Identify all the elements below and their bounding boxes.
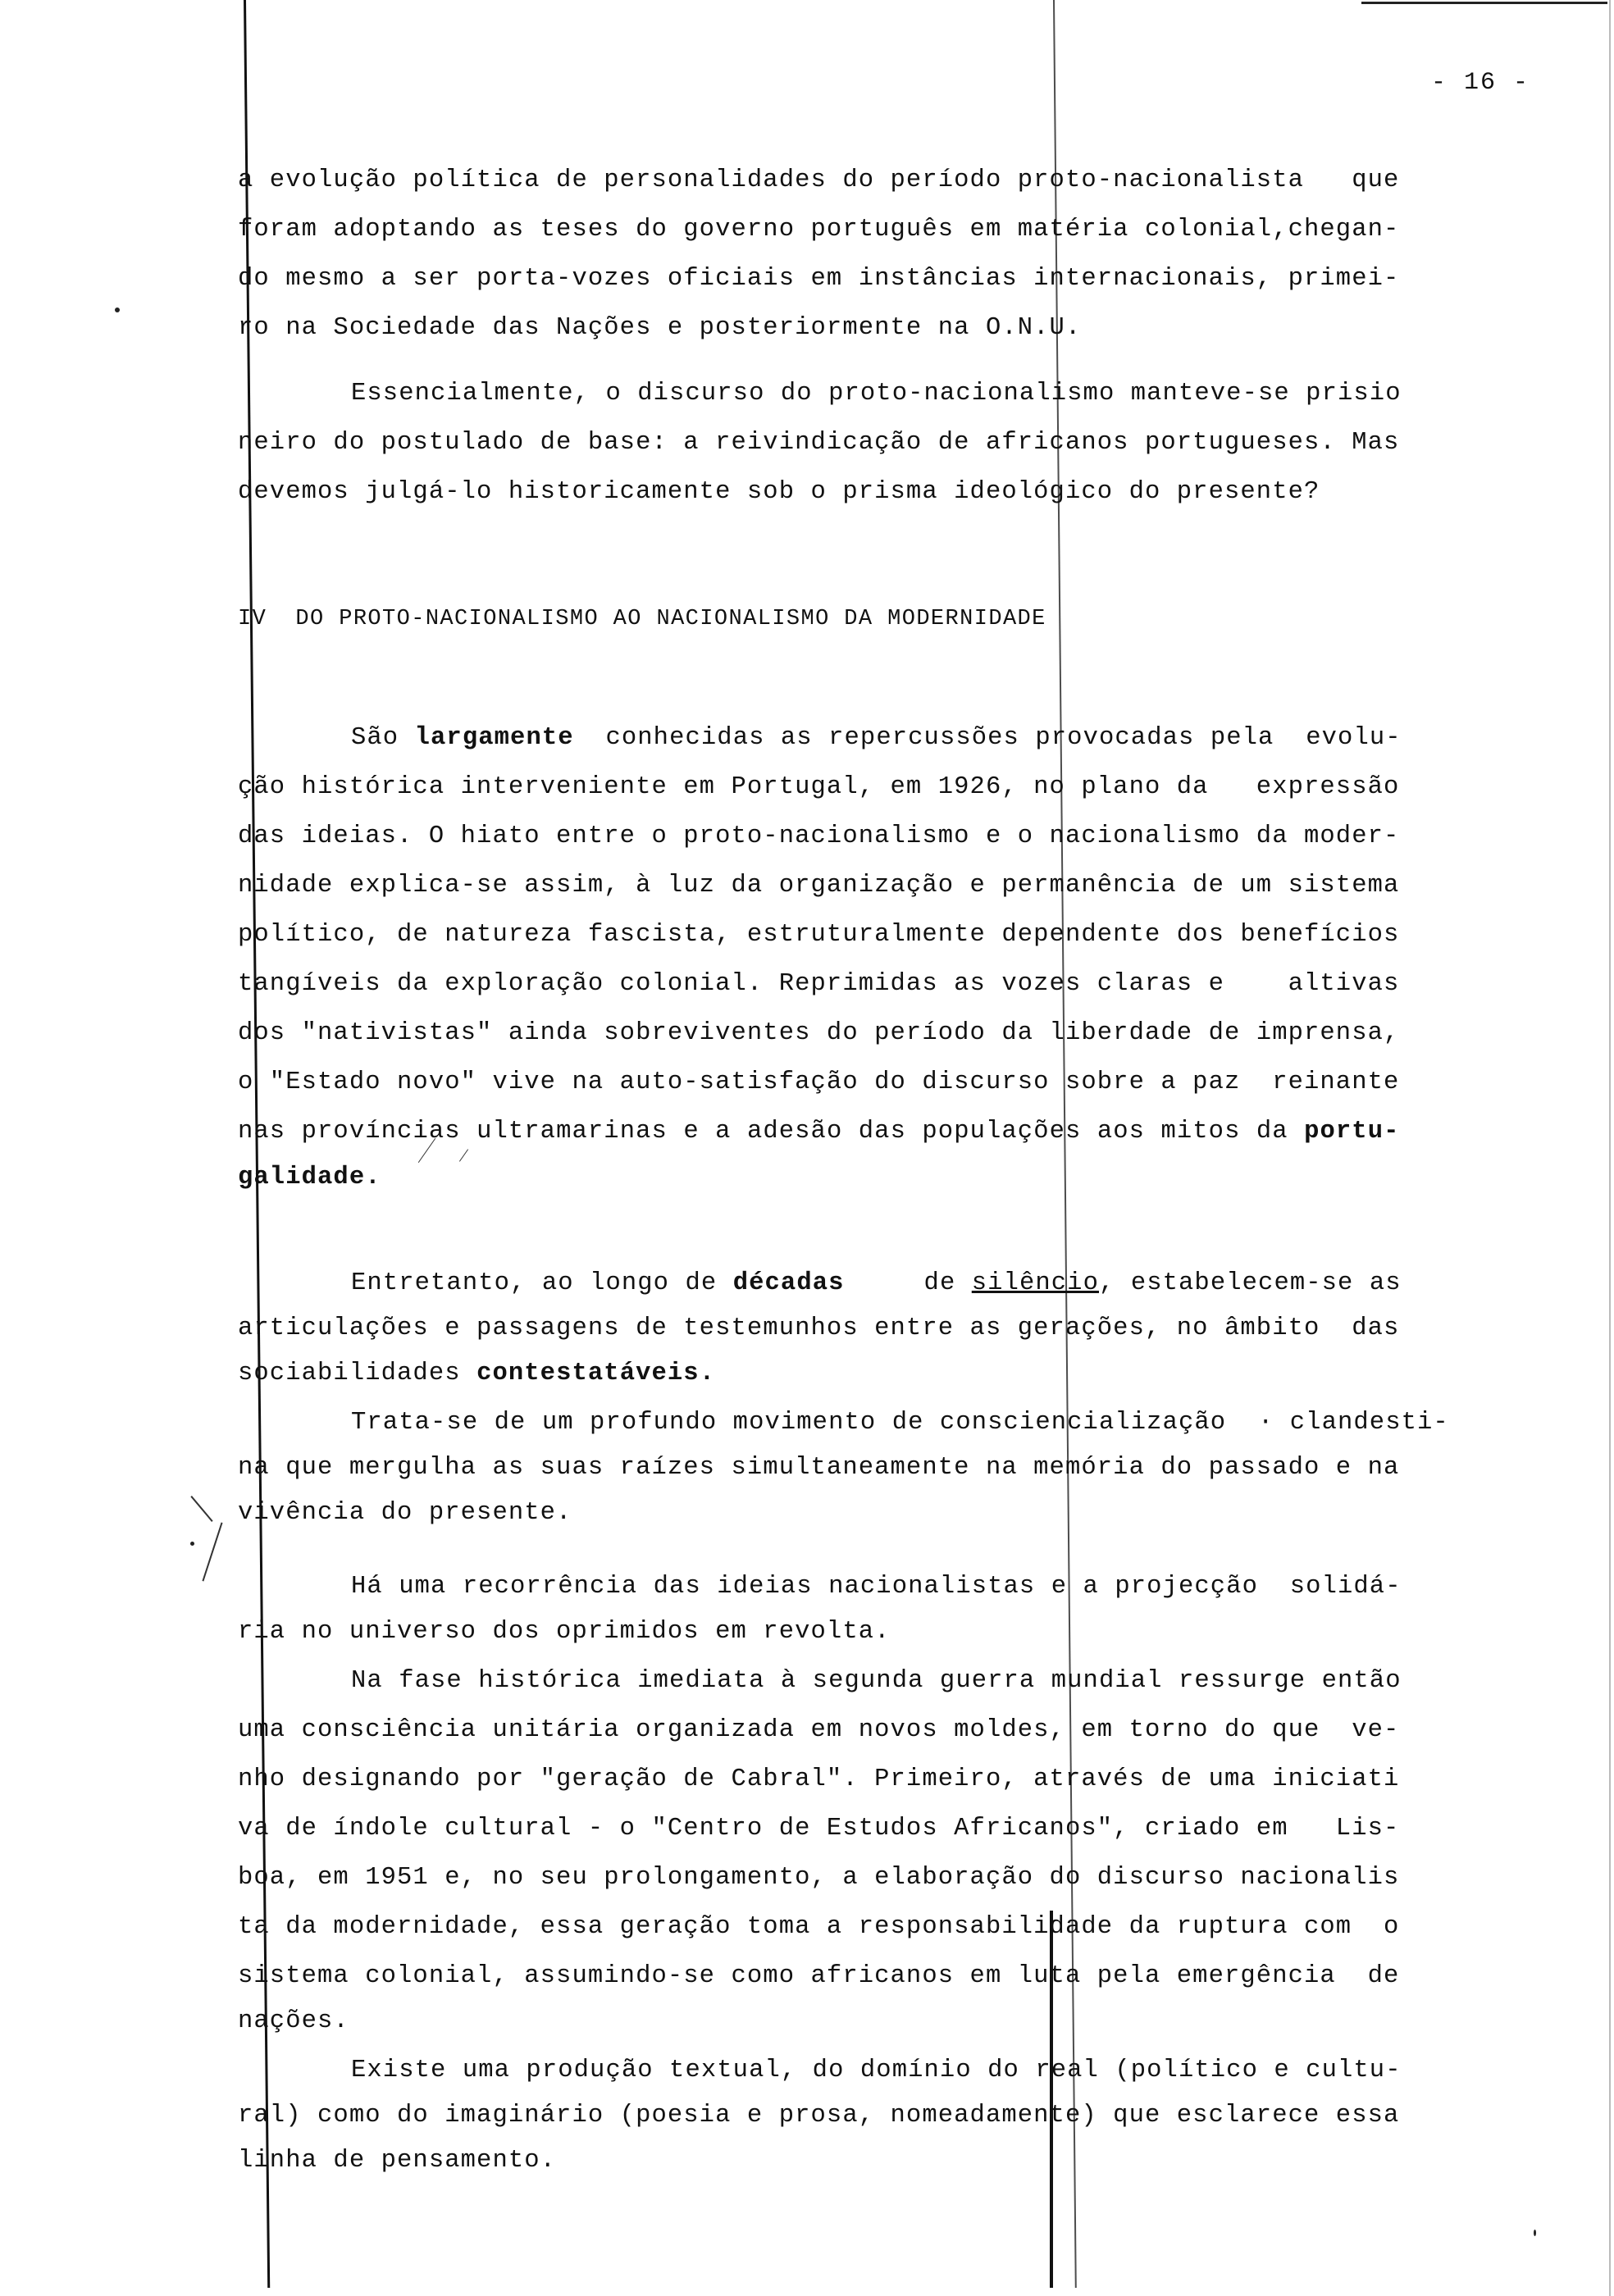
text-line: devemos julgá-lo historicamente sob o prisma ideológico do presente?: [238, 478, 1320, 506]
text-line: ral) como do imaginário (poesia e prosa, nomeadamente) que esclarece essa: [238, 2102, 1400, 2130]
margin-pen-mark: [202, 1523, 222, 1582]
text-line: do mesmo a ser porta-vozes oficiais em instâncias internacionais, primei-: [238, 265, 1400, 293]
margin-pen-mark: [190, 1496, 212, 1522]
text-line: sistema colonial, assumindo-se como africanos em luta pela emergência de: [238, 1962, 1400, 1990]
text-line: político, de natureza fascista, estruturalmente dependente dos benefícios: [238, 921, 1400, 949]
scan-speck: [190, 1542, 194, 1546]
underlined-word: silêncio: [971, 1269, 1099, 1297]
emphasized-word: contestatáveis.: [476, 1360, 716, 1387]
text-line: dos "nativistas" ainda sobreviventes do período da liberdade de imprensa,: [238, 1019, 1400, 1047]
emphasized-word: portu-: [1304, 1118, 1400, 1146]
text-line: articulações e passagens de testemunhos entre as gerações, no âmbito das: [238, 1314, 1400, 1342]
text-line: nas províncias ultramarinas e a adesão das populações aos mitos da portu-: [238, 1118, 1400, 1146]
text-line: Há uma recorrência das ideias nacionalistas e a projecção solidá-: [351, 1573, 1402, 1601]
page-number: - 16 -: [1431, 69, 1530, 97]
top-edge-rule: [1361, 2, 1607, 4]
text-line: vivência do presente.: [238, 1499, 572, 1527]
emphasized-word: décadas: [732, 1269, 845, 1297]
text-line: boa, em 1951 e, no seu prolongamento, a elaboração do discurso nacionalis: [238, 1864, 1400, 1892]
text-line: nações.: [238, 2007, 349, 2035]
text-line: das ideias. O hiato entre o proto-nacionalismo e o nacionalismo da moder-: [238, 822, 1400, 850]
text-line: a evolução política de personalidades do período proto-nacionalista que: [238, 166, 1400, 194]
right-page-edge: [1609, 0, 1611, 2296]
text-line: Trata-se de um profundo movimento de consciencialização · clandesti-: [351, 1409, 1449, 1437]
text-line: Essencialmente, o discurso do proto-nacionalismo manteve-se prisio: [351, 380, 1402, 408]
text-line: foram adoptando as teses do governo português em matéria colonial,chegan-: [238, 216, 1400, 244]
text-line: São largamente conhecidas as repercussões provocadas pela evolu-: [351, 724, 1402, 752]
text-line: na que mergulha as suas raízes simultaneamente na memória do passado e na: [238, 1454, 1400, 1482]
scan-speck: [1534, 2230, 1536, 2236]
text-line: tangíveis da exploração colonial. Reprimidas as vozes claras e altivas: [238, 970, 1400, 998]
emphasized-word: largamente: [414, 724, 574, 752]
text-line: uma consciência unitária organizada em novos moldes, em torno do que ve-: [238, 1716, 1400, 1744]
text-line: linha de pensamento.: [238, 2147, 557, 2175]
text-line: neiro do postulado de base: a reivindicação de africanos portugueses. Mas: [238, 429, 1400, 457]
text-line: ta da modernidade, essa geração toma a responsabilidade da ruptura com o: [238, 1913, 1400, 1941]
text-line: nho designando por "geração de Cabral". Primeiro, através de uma iniciati: [238, 1765, 1400, 1793]
text-line: Na fase histórica imediata à segunda guerra mundial ressurge então: [351, 1667, 1402, 1695]
text-line: ro na Sociedade das Nações e posteriormente na O.N.U.: [238, 314, 1082, 342]
text-line: nidade explica-se assim, à luz da organização e permanência de um sistema: [238, 872, 1400, 900]
text-line: va de índole cultural - o "Centro de Estudos Africanos", criado em Lis-: [238, 1815, 1400, 1843]
text-line: o "Estado novo" vive na auto-satisfação do discurso sobre a paz reinante: [238, 1068, 1400, 1096]
text-line: Existe uma produção textual, do domínio do real (político e cultu-: [351, 2057, 1402, 2084]
margin-pen-mark: [459, 1149, 468, 1161]
text-line: sociabilidades contestatáveis.: [238, 1360, 716, 1387]
text-line: Entretanto, ao longo de décadas de silêncio, estabelecem-se as: [351, 1269, 1402, 1297]
text-line: galidade.: [238, 1164, 381, 1191]
section-heading: IV DO PROTO-NACIONALISMO AO NACIONALISMO DA MODERNIDADE: [238, 607, 1046, 631]
text-line: ria no universo dos oprimidos em revolta.: [238, 1618, 891, 1646]
scan-speck: [115, 308, 120, 312]
text-line: ção histórica interveniente em Portugal, em 1926, no plano da expressão: [238, 773, 1400, 801]
